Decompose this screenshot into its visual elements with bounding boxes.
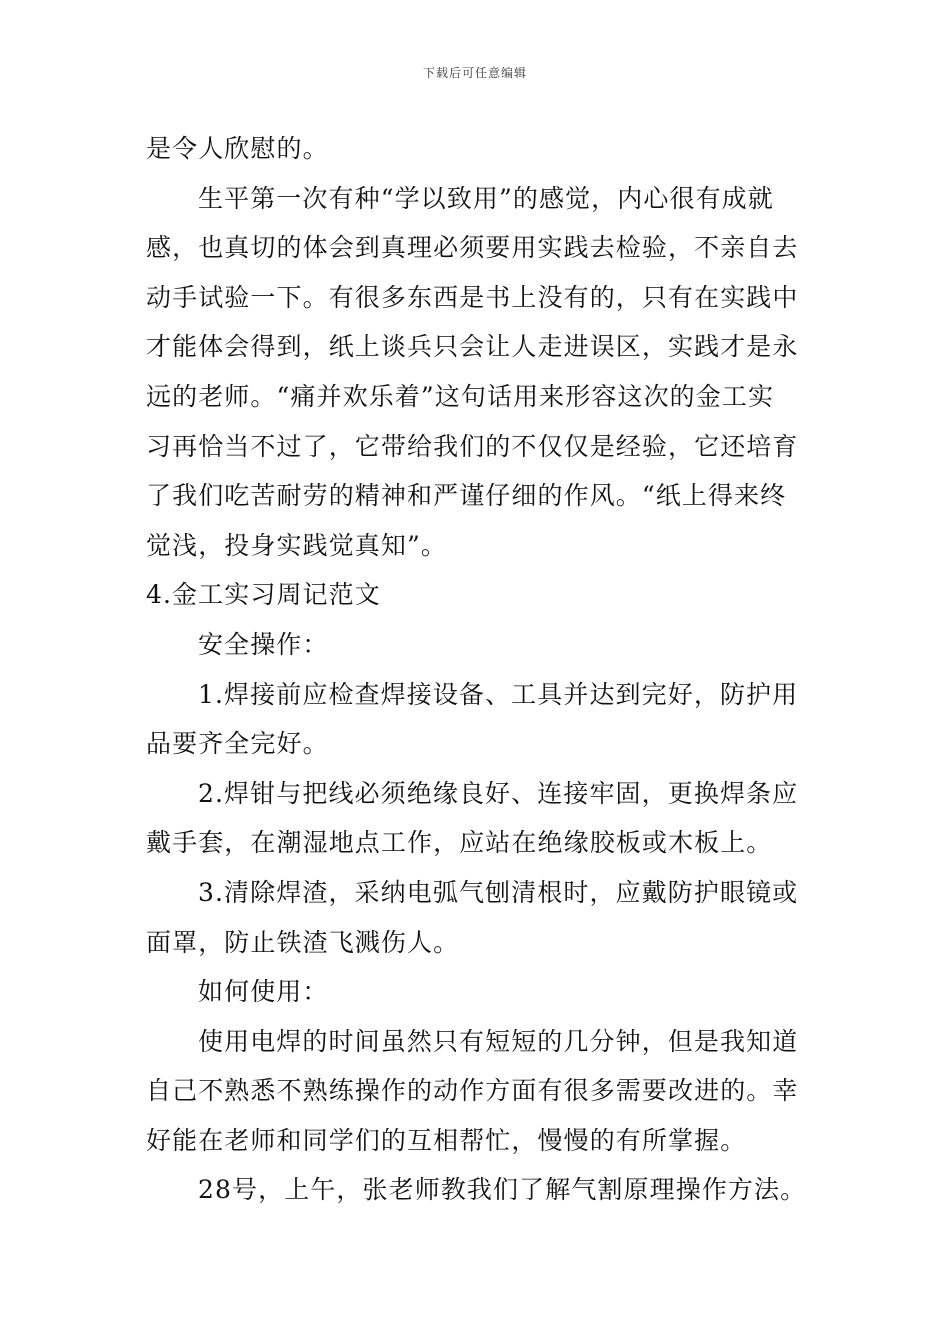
text-line: 才能体会得到，纸上谈兵只会让人走进误区，实践才是永 <box>146 332 799 362</box>
text-line: 使用电焊的时间虽然只有短短的几分钟，但是我知道 <box>198 1026 799 1056</box>
text-line: 品要齐全完好。 <box>146 729 329 759</box>
page-header: 下载后可任意编辑 <box>422 66 527 80</box>
text-line: 28号，上午，张老师教我们了解气割原理操作方法。 <box>198 1175 807 1205</box>
text-line: 3.清除焊渣，采纳电弧气刨清根时，应戴防护眼镜或 <box>198 877 799 907</box>
document-body <box>146 124 810 1215</box>
text-line: 是令人欣慰的。 <box>146 134 329 163</box>
text-line: 生平第一次有种“学以致用”的感觉，内心很有成就 <box>198 183 774 213</box>
text-line: 觉浅，投身实践觉真知”。 <box>146 530 447 560</box>
text-line: 1.焊接前应检查焊接设备、工具并达到完好，防护用 <box>198 679 799 709</box>
subheading: 安全操作： <box>198 629 329 659</box>
text-line: 远的老师。“痛并欢乐着”这句话用来形容这次的金工实 <box>146 381 775 411</box>
text-line: 2.焊钳与把线必须绝缘良好、连接牢固，更换焊条应 <box>198 778 799 808</box>
text-line: 好能在老师和同学们的互相帮忙，慢慢的有所掌握。 <box>146 1125 747 1155</box>
text-line: 动手试验一下。有很多东西是书上没有的，只有在实践中 <box>146 282 799 312</box>
section-heading: 4.金工实习周记范文 <box>146 580 381 610</box>
text-line: 自己不熟悉不熟练操作的动作方面有很多需要改进的。幸 <box>146 1076 799 1106</box>
subheading: 如何使用： <box>198 977 329 1007</box>
text-line: 了我们吃苦耐劳的精神和严谨仔细的作风。“纸上得来终 <box>146 481 787 511</box>
text-line: 感，也真切的体会到真理必须要用实践去检验，不亲自去 <box>146 233 799 263</box>
text-line: 习再恰当不过了，它带给我们的不仅仅是经验，它还培育 <box>146 431 799 461</box>
text-line: 戴手套，在潮湿地点工作，应站在绝缘胶板或木板上。 <box>146 828 773 858</box>
text-line: 面罩，防止铁渣飞溅伤人。 <box>146 927 460 957</box>
